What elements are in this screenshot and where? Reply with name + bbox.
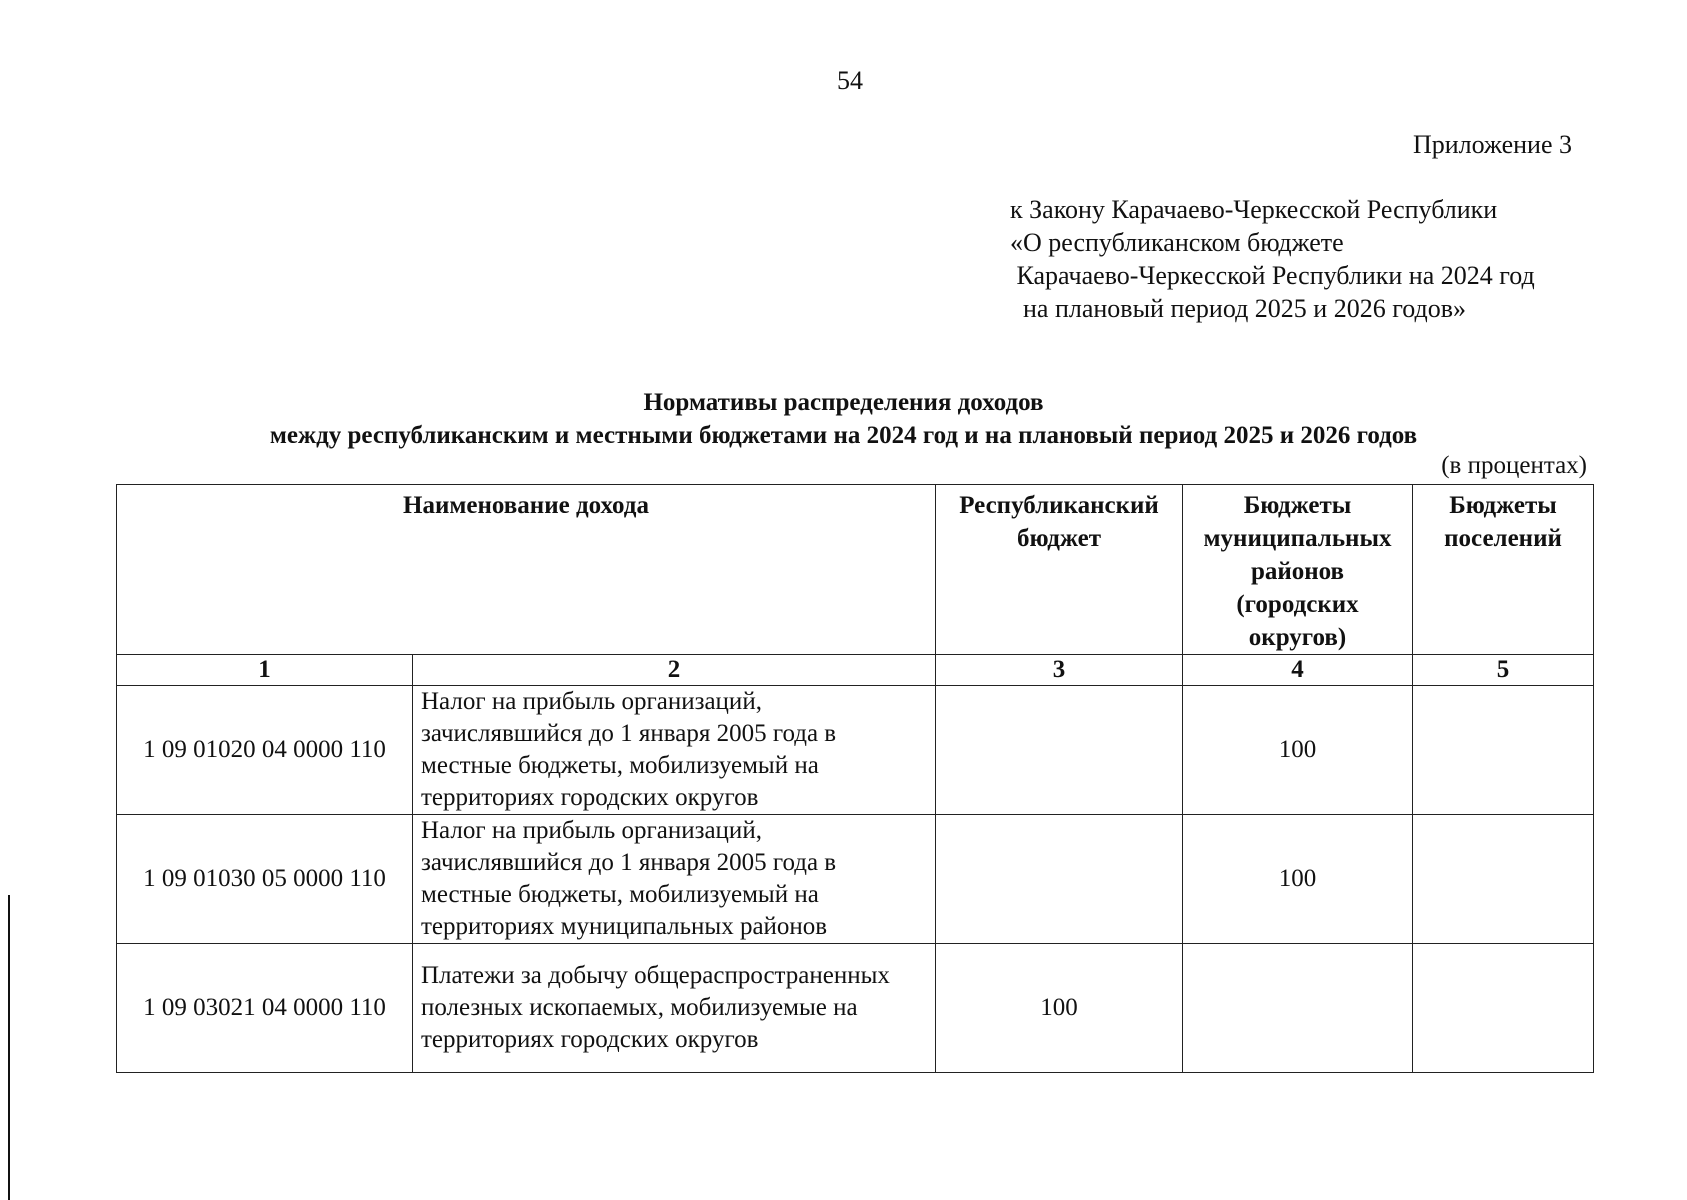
- units-note: (в процентах): [1441, 452, 1587, 479]
- municipal-share: 100: [1183, 815, 1413, 944]
- income-name: Налог на прибыль организаций, зачислявшийся до 1 января 2005 года в местные бюджеты, мобилизуемый на территориях муниципальных районов: [413, 815, 936, 944]
- column-number: 1: [117, 655, 413, 686]
- income-code: 1 09 01020 04 0000 110: [117, 686, 413, 815]
- table-row: [117, 815, 1594, 944]
- appendix-line: к Закону Карачаево-Черкесской Республики: [1010, 195, 1498, 224]
- column-number: 4: [1183, 655, 1413, 686]
- document-title: [0, 386, 1687, 452]
- column-number: 2: [413, 655, 936, 686]
- republican-share: [936, 686, 1183, 815]
- appendix-label: Приложение 3: [1412, 130, 1572, 159]
- settlement-share: [1413, 944, 1594, 1073]
- column-number: 3: [936, 655, 1183, 686]
- income-name: Налог на прибыль организаций, зачислявшийся до 1 января 2005 года в местные бюджеты, мобилизуемый на территориях городских округов: [413, 686, 936, 815]
- income-code: 1 09 03021 04 0000 110: [117, 944, 413, 1073]
- settlement-share: [1413, 815, 1594, 944]
- header-settlement-budgets: Бюджеты поселений: [1413, 485, 1594, 655]
- settlement-share: [1413, 686, 1594, 815]
- header-income-name: Наименование дохода: [117, 485, 936, 655]
- title-line-2: между республиканским и местными бюджетами на 2024 год и на плановый период 2025 и 2026 годов: [269, 422, 1418, 449]
- scan-margin-line: [8, 895, 10, 1200]
- column-number: 5: [1413, 655, 1594, 686]
- municipal-share: [1183, 944, 1413, 1073]
- page-number: 54: [837, 66, 863, 95]
- appendix-line: Карачаево-Черкесской Республики на 2024 год: [1010, 261, 1535, 290]
- municipal-share: 100: [1183, 686, 1413, 815]
- republican-share: [936, 815, 1183, 944]
- income-code: 1 09 01030 05 0000 110: [117, 815, 413, 944]
- appendix-line: «О республиканском бюджете: [1010, 228, 1344, 257]
- table-row: [117, 686, 1594, 815]
- appendix-reference: [1010, 193, 1535, 325]
- header-municipal-budgets: Бюджеты муниципальных районов (городских округов): [1183, 485, 1413, 655]
- republican-share: 100: [936, 944, 1183, 1073]
- appendix-line: на плановый период 2025 и 2026 годов»: [1010, 294, 1466, 323]
- income-name: Платежи за добычу общераспространенных полезных ископаемых, мобилизуемые на территориях городских округов: [413, 944, 936, 1073]
- table-row: [117, 944, 1594, 1073]
- title-line-1: Нормативы распределения доходов: [643, 389, 1044, 416]
- revenue-distribution-table: [116, 484, 1594, 1073]
- header-republican-budget: Республиканский бюджет: [936, 485, 1183, 655]
